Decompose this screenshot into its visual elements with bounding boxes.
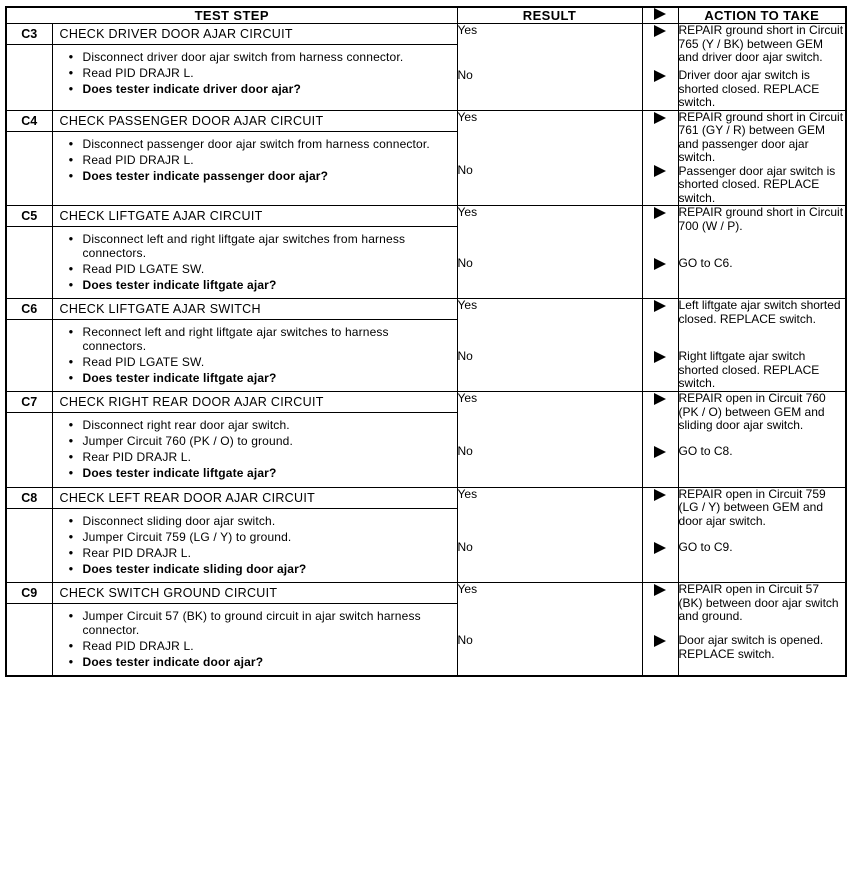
test-step-id-cell [6, 110, 52, 206]
test-step-cell [52, 392, 457, 488]
action-text: Right liftgate ajar switch shorted closed. REPLACE switch. [678, 349, 820, 390]
test-step-list [53, 51, 457, 97]
action-cell [678, 487, 846, 583]
test-step-cell [52, 24, 457, 111]
test-step-id: C9 [7, 583, 52, 604]
right-arrow-icon [643, 69, 678, 87]
result-label: Yes [457, 205, 478, 219]
right-arrow-icon [643, 257, 678, 275]
test-step-list [53, 610, 457, 669]
right-arrow-icon [643, 488, 678, 541]
arrow-cell [642, 583, 678, 677]
test-step-cell [52, 487, 457, 583]
result-label: No [457, 256, 473, 270]
test-step-title: CHECK LIFTGATE AJAR SWITCH [53, 299, 457, 320]
test-step-title: CHECK LEFT REAR DOOR AJAR CIRCUIT [53, 488, 457, 509]
test-step-list-item: ● Read PID LGATE SW. [83, 263, 451, 277]
test-step-block [6, 110, 846, 206]
test-step-list-item: ● Disconnect left and right liftgate ajar switches from harness connectors. [83, 233, 451, 260]
table-header [6, 7, 846, 24]
result-label: No [457, 539, 473, 554]
test-step-list [53, 515, 457, 577]
action-text: REPAIR ground short in Circuit 700 (W / P). [678, 205, 844, 233]
test-step-list-item: ● Disconnect driver door ajar switch from harness connector. [83, 51, 451, 65]
test-step-list-item: ● Does tester indicate liftgate ajar? [83, 279, 451, 293]
test-step-list-item: ● Does tester indicate door ajar? [83, 656, 451, 670]
test-step-title: CHECK SWITCH GROUND CIRCUIT [53, 583, 457, 604]
result-label: Yes [457, 486, 478, 501]
test-step-id-cell [6, 206, 52, 299]
action-cell [678, 583, 846, 677]
right-arrow-icon [643, 392, 678, 445]
test-step-list-item: ● Does tester indicate liftgate ajar? [83, 372, 451, 386]
test-step-list-item: ● Does tester indicate sliding door ajar? [83, 563, 451, 577]
table-body [6, 24, 846, 677]
test-step-id-cell [6, 392, 52, 488]
arrow-cell [642, 487, 678, 583]
result-label: Yes [457, 391, 478, 405]
test-step-list-item: ● Does tester indicate liftgate ajar? [83, 467, 451, 481]
test-step-id: C6 [7, 299, 52, 320]
test-step-list-item: ● Rear PID DRAJR L. [83, 451, 451, 465]
result-cell [457, 583, 642, 677]
arrow-cell [642, 299, 678, 392]
column-header-arrow-icon [642, 7, 678, 24]
test-step-list-item: ● Does tester indicate passenger door ajar? [83, 170, 451, 184]
action-cell [678, 206, 846, 299]
test-step-id-cell [6, 299, 52, 392]
result-label: No [457, 633, 473, 647]
test-step-cell [52, 110, 457, 206]
right-arrow-icon [643, 24, 678, 69]
arrow-cell [642, 110, 678, 206]
test-step-id: C4 [7, 111, 52, 132]
arrow-cell [642, 206, 678, 299]
test-step-id-cell [6, 24, 52, 111]
right-arrow-icon [654, 8, 666, 20]
test-step-list-item: ● Disconnect passenger door ajar switch from harness connector. [83, 138, 451, 152]
column-header-result: RESULT [457, 7, 642, 24]
result-label: No [457, 162, 473, 177]
column-header-action-to-take: ACTION TO TAKE [678, 7, 846, 24]
test-step-list [53, 233, 457, 292]
result-label: No [457, 444, 473, 458]
test-step-list-item: ● Does tester indicate driver door ajar? [83, 83, 451, 97]
result-label: No [457, 349, 473, 363]
test-step-title: CHECK RIGHT REAR DOOR AJAR CIRCUIT [53, 392, 457, 413]
right-arrow-icon [643, 634, 678, 652]
test-step-block [6, 392, 846, 488]
right-arrow-icon [643, 583, 678, 634]
test-step-id-cell [6, 583, 52, 677]
test-step-list-item: ● Reconnect left and right liftgate ajar switches to harness connectors. [83, 326, 451, 353]
test-step-list-item: ● Jumper Circuit 760 (PK / O) to ground. [83, 435, 451, 449]
test-step-list [53, 419, 457, 481]
action-cell [678, 299, 846, 392]
result-label: Yes [457, 23, 478, 37]
action-text: REPAIR open in Circuit 760 (PK / O) between GEM and sliding door ajar switch. [678, 391, 826, 432]
right-arrow-icon [643, 164, 678, 182]
result-cell [457, 206, 642, 299]
test-step-block [6, 24, 846, 111]
right-arrow-icon [643, 299, 678, 350]
action-cell [678, 24, 846, 111]
test-step-id-cell [6, 487, 52, 583]
test-step-list-item: ● Read PID DRAJR L. [83, 154, 451, 168]
column-header-test-step: TEST STEP [6, 7, 457, 24]
action-text: REPAIR ground short in Circuit 761 (GY / R) between GEM and passenger door ajar switch. [678, 109, 844, 164]
test-step-list-item: ● Read PID LGATE SW. [83, 356, 451, 370]
right-arrow-icon [643, 541, 678, 559]
right-arrow-icon [643, 350, 678, 368]
right-arrow-icon [643, 206, 678, 257]
test-step-block [6, 487, 846, 583]
result-cell [457, 110, 642, 206]
test-step-cell [52, 299, 457, 392]
test-step-block [6, 299, 846, 392]
action-text: Passenger door ajar switch is shorted closed. REPLACE switch. [678, 163, 836, 205]
test-step-list-item: ● Jumper Circuit 57 (BK) to ground circuit in ajar switch harness connector. [83, 610, 451, 637]
action-text: REPAIR open in Circuit 759 (LG / Y) between GEM and door ajar switch. [678, 486, 826, 528]
arrow-cell [642, 24, 678, 111]
action-text: REPAIR ground short in Circuit 765 (Y / BK) between GEM and driver door ajar switch. [678, 23, 844, 64]
action-cell [678, 110, 846, 206]
test-step-list-item: ● Disconnect right rear door ajar switch. [83, 419, 451, 433]
action-text: GO to C9. [678, 539, 733, 554]
test-step-cell [52, 206, 457, 299]
test-step-title: CHECK LIFTGATE AJAR CIRCUIT [53, 206, 457, 227]
test-step-list-item: ● Read PID DRAJR L. [83, 640, 451, 654]
action-text: Door ajar switch is opened. REPLACE switch. [678, 633, 824, 661]
right-arrow-icon [643, 111, 678, 164]
test-step-list-item: ● Read PID DRAJR L. [83, 67, 451, 81]
test-step-id: C8 [7, 488, 52, 509]
result-cell [457, 487, 642, 583]
result-label: Yes [457, 109, 478, 124]
result-cell [457, 392, 642, 488]
test-step-title: CHECK DRIVER DOOR AJAR CIRCUIT [53, 24, 457, 45]
test-step-list-item: ● Jumper Circuit 759 (LG / Y) to ground. [83, 531, 451, 545]
test-step-block [6, 583, 846, 677]
result-label: Yes [457, 298, 478, 312]
diagnostic-table [5, 6, 847, 677]
test-step-id: C7 [7, 392, 52, 413]
action-text: Driver door ajar switch is shorted closed. REPLACE switch. [678, 68, 820, 109]
test-step-block [6, 206, 846, 299]
action-text: GO to C8. [678, 444, 733, 458]
result-cell [457, 299, 642, 392]
action-cell [678, 392, 846, 488]
test-step-list [53, 138, 457, 184]
test-step-list [53, 326, 457, 385]
test-step-id: C3 [7, 24, 52, 45]
result-label: No [457, 68, 473, 82]
result-label: Yes [457, 582, 478, 596]
action-text: Left liftgate ajar switch shorted closed. REPLACE switch. [678, 298, 841, 326]
action-text: REPAIR open in Circuit 57 (BK) between door ajar switch and ground. [678, 582, 839, 623]
test-step-list-item: ● Rear PID DRAJR L. [83, 547, 451, 561]
test-step-title: CHECK PASSENGER DOOR AJAR CIRCUIT [53, 111, 457, 132]
arrow-cell [642, 392, 678, 488]
action-text: GO to C6. [678, 256, 733, 270]
test-step-list-item: ● Disconnect sliding door ajar switch. [83, 515, 451, 529]
test-step-cell [52, 583, 457, 677]
result-cell [457, 24, 642, 111]
test-step-id: C5 [7, 206, 52, 227]
right-arrow-icon [643, 445, 678, 463]
